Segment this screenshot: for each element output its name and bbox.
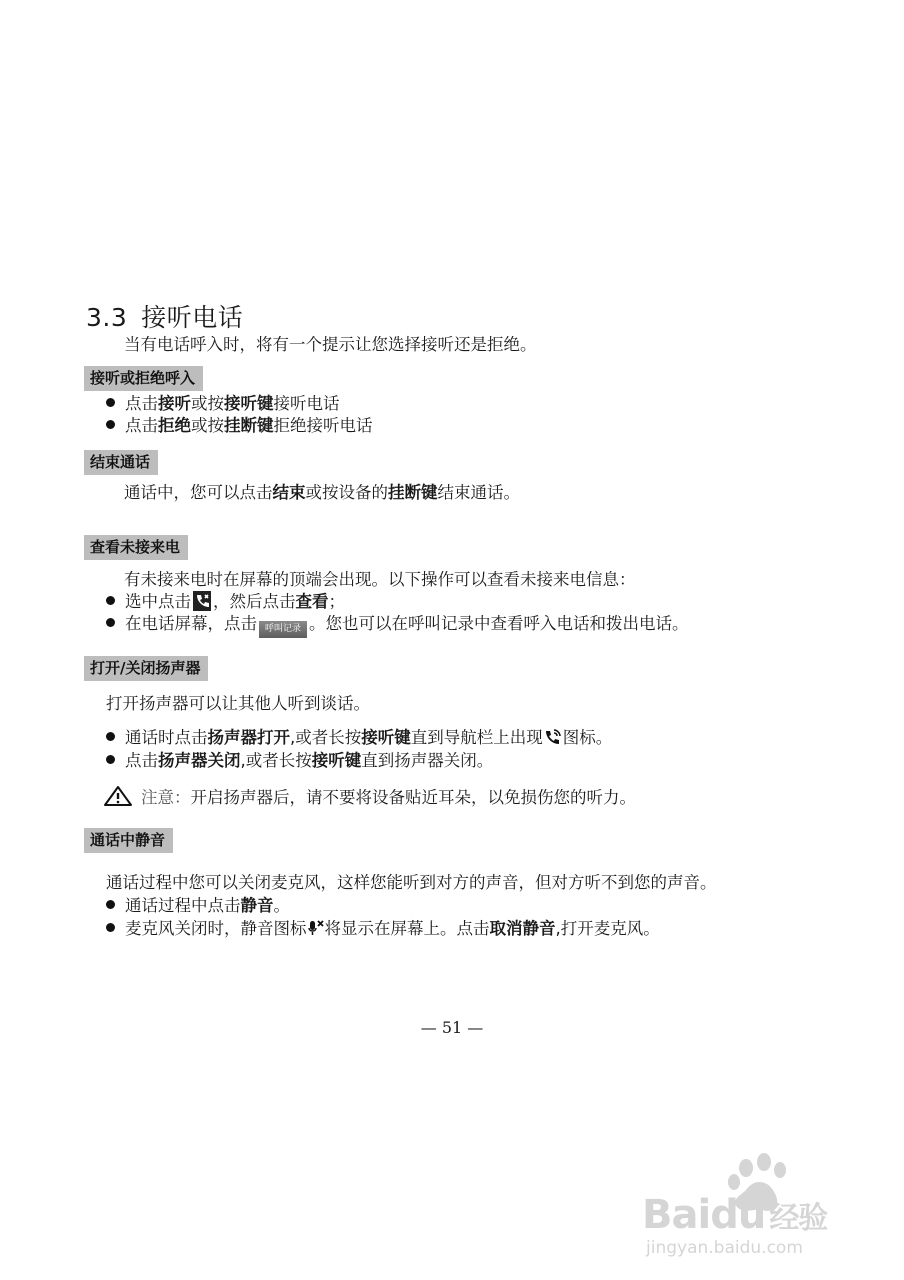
note-text: 开启扬声器后，请不要将设备贴近耳朵，以免损伤您的听力。 bbox=[190, 788, 636, 807]
warning-icon bbox=[103, 785, 133, 813]
call-log-button-image: 呼叫记录 bbox=[259, 621, 307, 638]
section-title bbox=[86, 298, 243, 334]
section-number: 3.3 bbox=[86, 303, 128, 332]
list-item: 通话过程中点击静音。 bbox=[106, 895, 290, 917]
speaker-note bbox=[103, 785, 636, 813]
label-end-call: 结束通话 bbox=[84, 450, 158, 475]
section-title-text: 接听电话 bbox=[141, 303, 244, 332]
list-item: 选中点击 ，然后点击查看； bbox=[106, 591, 345, 613]
label-answer-reject: 接听或拒绝呼入 bbox=[84, 366, 203, 391]
bullet-icon bbox=[106, 900, 115, 909]
list-item: 点击接听或按接听键接听电话 bbox=[106, 393, 340, 415]
mute-intro: 通话过程中您可以关闭麦克风，这样您能听到对方的声音，但对方听不到您的声音。 bbox=[106, 873, 717, 892]
watermark-brand: Baidu 经验 bbox=[642, 1192, 828, 1238]
list-item: 点击拒绝或按挂断键拒绝接听电话 bbox=[106, 415, 373, 437]
baidu-watermark bbox=[642, 1148, 862, 1258]
page-number: — 51 — bbox=[420, 1018, 484, 1037]
list-item: 通话时点击扬声器打开,或者长按接听键直到导航栏上出现 图标。 bbox=[106, 727, 612, 752]
speaker-phone-icon bbox=[544, 728, 562, 752]
bullet-icon bbox=[106, 755, 115, 764]
end-call-paragraph: 通话中，您可以点击结束或按设备的挂断键结束通话。 bbox=[124, 483, 520, 502]
intro-paragraph: 当有电话呼入时，将有一个提示让您选择接听还是拒绝。 bbox=[124, 335, 537, 354]
list-item: 点击扬声器关闭,或者长按接听键直到扬声器关闭。 bbox=[106, 750, 493, 772]
missed-intro: 有未接来电时在屏幕的顶端会出现。以下操作可以查看未接来电信息： bbox=[124, 570, 636, 589]
note-label: 注意： bbox=[141, 788, 191, 807]
mic-muted-icon bbox=[308, 919, 324, 943]
speaker-intro: 打开扬声器可以让其他人听到谈话。 bbox=[106, 694, 370, 713]
watermark-url: jingyan.baidu.com bbox=[646, 1238, 803, 1258]
bullet-icon bbox=[106, 618, 115, 627]
label-speaker: 打开/关闭扬声器 bbox=[84, 656, 208, 681]
bullet-icon bbox=[106, 732, 115, 741]
bullet-icon bbox=[106, 596, 115, 605]
label-missed-calls: 查看未接来电 bbox=[84, 535, 188, 560]
list-item: 麦克风关闭时，静音图标 将显示在屏幕上。点击取消静音,打开麦克风。 bbox=[106, 918, 660, 943]
missed-call-icon bbox=[193, 591, 211, 611]
bullet-icon bbox=[106, 420, 115, 429]
bullet-icon bbox=[106, 398, 115, 407]
bullet-icon bbox=[106, 923, 115, 932]
label-mute: 通话中静音 bbox=[84, 828, 173, 853]
list-item: 在电话屏幕，点击 呼叫记录 。您也可以在呼叫记录中查看呼入电话和拨出电话。 bbox=[106, 613, 689, 638]
